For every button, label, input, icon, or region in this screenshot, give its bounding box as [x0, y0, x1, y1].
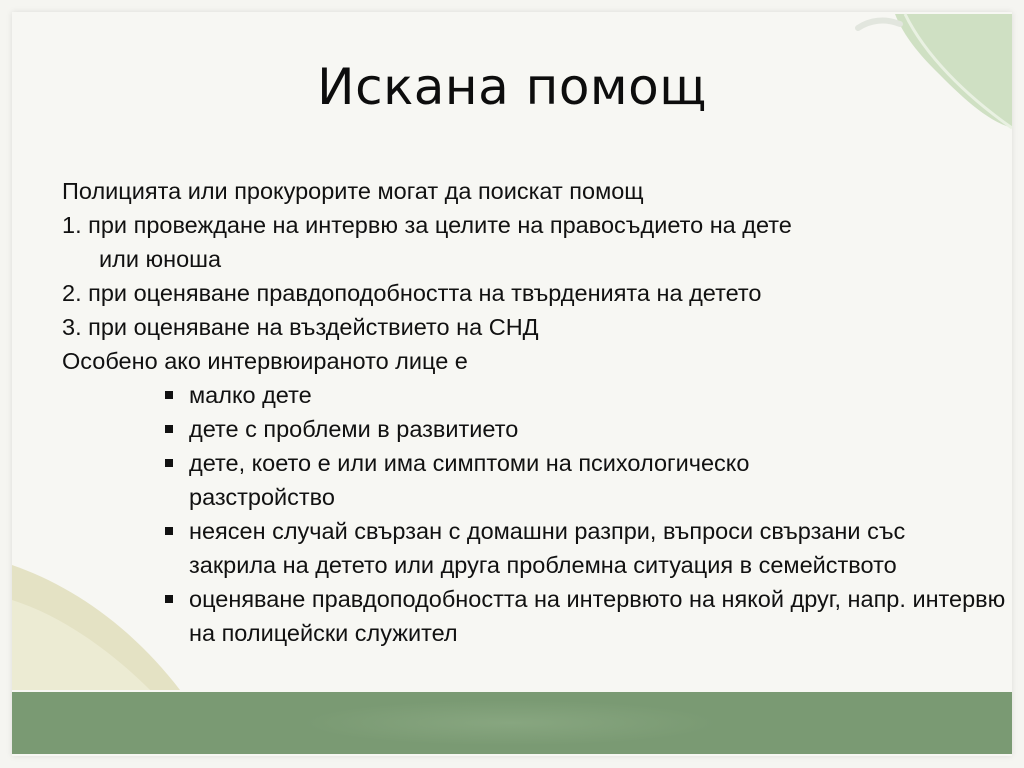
square-bullet-icon — [165, 459, 173, 467]
bullet-list — [62, 378, 1006, 650]
numbered-item-1-number: 1. — [62, 212, 82, 238]
numbered-item-2-text: при оценяване правдоподобността на твърденията на детето — [88, 280, 762, 306]
bullet-item — [165, 514, 909, 582]
slide-title: Искана помощ — [317, 58, 707, 116]
slide-body — [62, 174, 1006, 650]
square-bullet-icon — [165, 595, 173, 603]
numbered-item-1-continuation: или юноша — [99, 246, 222, 272]
bullet-item — [165, 378, 992, 412]
top-right-swoosh — [858, 21, 900, 28]
especially-text: Особено ако интервюираното лице е — [62, 348, 468, 374]
bullet-text: неясен случай свързан с домашни разпри, въпроси свързани със закрила на детето или друга проблемна ситуация в семейството — [189, 518, 906, 578]
numbered-item-1-line — [62, 208, 992, 242]
bullet-text: малко дете — [189, 382, 312, 408]
square-bullet-icon — [165, 391, 173, 399]
intro-text: Полицията или прокурорите могат да поискат помощ — [62, 178, 644, 204]
numbered-item-3-text: при оценяване на въздействието на СНД — [88, 314, 539, 340]
bullet-text: дете с проблеми в развитието — [189, 416, 519, 442]
bullet-text: дете, което е или има симптоми на психологическо разстройство — [189, 450, 750, 510]
numbered-item-3 — [62, 310, 992, 344]
bullet-text: оценяване правдоподобността на интервюто на някой друг, напр. интервю на полицейски служител — [189, 586, 1006, 646]
numbered-item-2-number: 2. — [62, 280, 82, 306]
footer-glow — [300, 700, 720, 746]
numbered-item-1-text: при провеждане на интервю за целите на правосъдието на дете — [88, 212, 792, 238]
numbered-item-3-number: 3. — [62, 314, 82, 340]
bullet-item — [165, 446, 889, 514]
square-bullet-icon — [165, 527, 173, 535]
numbered-item-2 — [62, 276, 992, 310]
bullet-item — [165, 412, 992, 446]
bullet-item — [165, 582, 1009, 650]
square-bullet-icon — [165, 425, 173, 433]
numbered-item-1 — [62, 208, 992, 276]
